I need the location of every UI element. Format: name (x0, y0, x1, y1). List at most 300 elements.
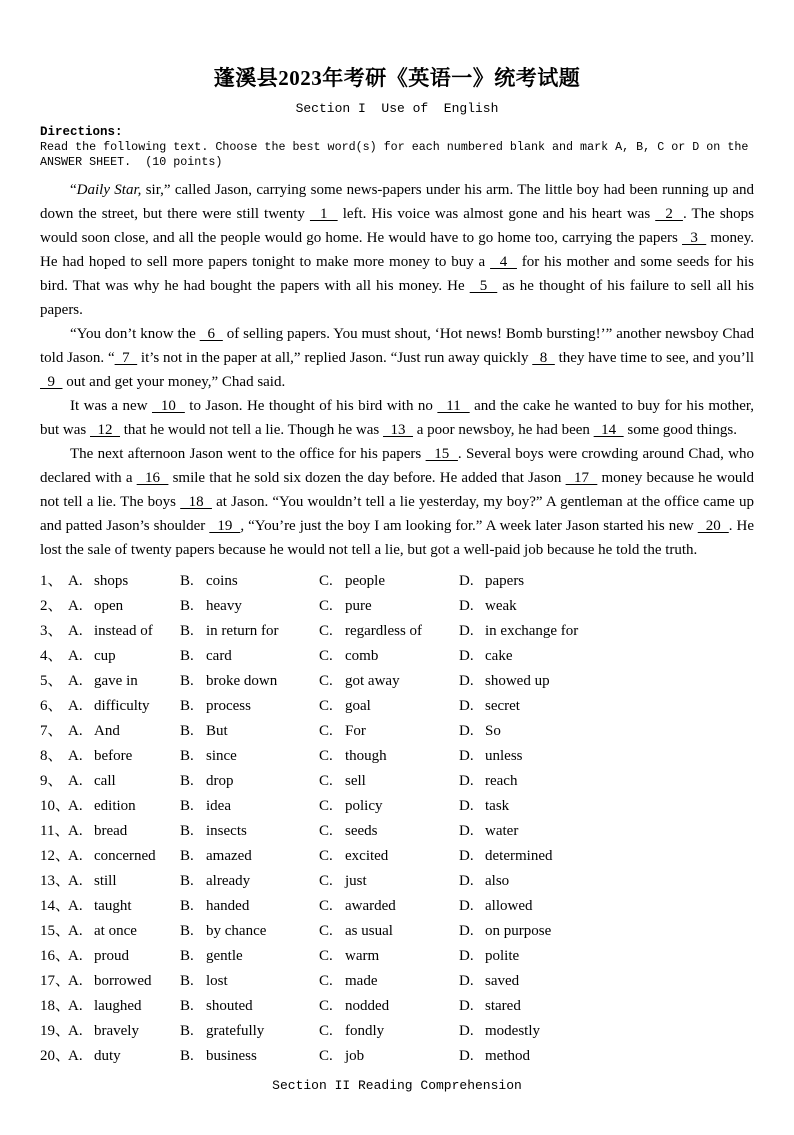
question-row (40, 944, 754, 969)
option-letter: B. (180, 748, 194, 764)
option-letter: D. (459, 823, 474, 839)
option-C (319, 944, 459, 969)
option-text: heavy (206, 598, 242, 614)
option-letter: C. (319, 873, 333, 889)
blank-7: 7 (114, 350, 138, 366)
blank-2: 2 (655, 206, 683, 222)
question-row (40, 644, 754, 669)
option-text: For (345, 723, 366, 739)
option-text: gratefully (206, 1023, 265, 1039)
option-text: sell (345, 773, 366, 789)
option-D (459, 994, 754, 1019)
blank-1: 1 (309, 206, 338, 222)
question-row (40, 969, 754, 994)
option-letter: D. (459, 748, 474, 764)
question-number: 14、 (40, 898, 71, 914)
option-letter: B. (180, 848, 194, 864)
option-A (68, 719, 180, 744)
question-number: 8、 (40, 748, 63, 764)
option-D (459, 594, 754, 619)
option-text: goal (345, 698, 371, 714)
blank-9: 9 (40, 374, 63, 390)
option-letter: B. (180, 823, 194, 839)
option-text: idea (206, 798, 231, 814)
option-text: drop (206, 773, 234, 789)
option-D (459, 944, 754, 969)
option-text: proud (94, 948, 129, 964)
option-text: made (345, 973, 378, 989)
blank-4: 4 (490, 254, 517, 270)
directions-text: Read the following text. Choose the best word(s) for each numbered blank and mark A, B, C or D on the ANSWER SHEET. (10 points) (40, 140, 756, 169)
option-letter: D. (459, 598, 474, 614)
option-text: borrowed (94, 973, 152, 989)
option-letter: B. (180, 923, 194, 939)
option-C (319, 894, 459, 919)
question-row (40, 719, 754, 744)
blank-6: 6 (199, 326, 223, 342)
option-letter: C. (319, 848, 333, 864)
question-number: 11、 (40, 823, 70, 839)
option-B (180, 644, 319, 669)
option-text: unless (485, 748, 523, 764)
option-text: policy (345, 798, 383, 814)
option-letter: A. (68, 623, 83, 639)
option-text: shops (94, 573, 129, 589)
option-letter: C. (319, 623, 333, 639)
option-letter: D. (459, 998, 474, 1014)
section-2-heading: Section II Reading Comprehension (272, 1078, 522, 1093)
option-C (319, 969, 459, 994)
option-B (180, 819, 319, 844)
option-letter: D. (459, 1023, 474, 1039)
question-number: 15、 (40, 923, 71, 939)
option-letter: A. (68, 598, 83, 614)
question-number: 19、 (40, 1023, 71, 1039)
passage-paragraph: The next afternoon Jason went to the office for his papers 15 . Several boys were crowding around Chad, who declared with a 16 smile that he sold six dozen the day before. He added that Jason 17 money because he would not tell a lie. The boys 18 at Jason. “You wouldn’t tell a lie yesterday, my boy?” A gentleman at the office came up and patted Jason’s shoulder 19 , “You’re just the boy I am looking for.” A week later Jason started his new 20 . He lost the sale of twenty papers because he would not tell a lie, but got a well-paid job because he told the truth. (40, 446, 755, 558)
question-number: 18、 (40, 998, 71, 1014)
option-text: edition (94, 798, 136, 814)
option-D (459, 869, 754, 894)
option-C (319, 819, 459, 844)
option-text: since (206, 748, 237, 764)
question-number: 20、 (40, 1048, 71, 1064)
option-text: pure (345, 598, 372, 614)
option-A (68, 844, 180, 869)
option-letter: C. (319, 948, 333, 964)
option-text: process (206, 698, 251, 714)
option-text: business (206, 1048, 257, 1064)
option-letter: A. (68, 698, 83, 714)
passage-paragraph: It was a new 10 to Jason. He thought of his bird with no 11 and the cake he wanted to buy for his mother, but was 12 that he would not tell a lie. Though he was 13 a poor newsboy, he had been 14 some good things. (40, 398, 755, 438)
option-B (180, 744, 319, 769)
option-letter: B. (180, 798, 194, 814)
question-row (40, 794, 754, 819)
option-B (180, 669, 319, 694)
option-A (68, 919, 180, 944)
option-letter: B. (180, 698, 194, 714)
option-letter: B. (180, 1023, 194, 1039)
option-D (459, 619, 754, 644)
option-text: papers (485, 573, 525, 589)
blank-3: 3 (682, 230, 707, 246)
option-letter: A. (68, 748, 83, 764)
option-A (68, 819, 180, 844)
option-text: And (94, 723, 120, 739)
blank-5: 5 (469, 278, 498, 294)
option-letter: D. (459, 1048, 474, 1064)
option-C (319, 869, 459, 894)
option-letter: D. (459, 648, 474, 664)
option-A (68, 769, 180, 794)
option-D (459, 919, 754, 944)
option-A (68, 669, 180, 694)
option-A (68, 869, 180, 894)
option-letter: D. (459, 698, 474, 714)
option-text: cup (94, 648, 116, 664)
question-number: 4、 (40, 648, 63, 664)
blank-13: 13 (383, 422, 414, 438)
option-letter: C. (319, 598, 333, 614)
option-B (180, 1019, 319, 1044)
option-text: So (485, 723, 501, 739)
option-text: excited (345, 848, 389, 864)
option-letter: C. (319, 723, 333, 739)
option-text: nodded (345, 998, 390, 1014)
option-text: allowed (485, 898, 533, 914)
option-text: modestly (485, 1023, 540, 1039)
option-A (68, 894, 180, 919)
option-D (459, 694, 754, 719)
option-D (459, 1044, 754, 1069)
option-letter: C. (319, 1023, 333, 1039)
option-letter: C. (319, 923, 333, 939)
blank-11: 11 (437, 398, 470, 414)
option-text: instead of (94, 623, 153, 639)
option-text: amazed (206, 848, 252, 864)
passage-paragraph: “Daily Star, sir,” called Jason, carrying some news-papers under his arm. The little boy had been running up and down the street, but there were still twenty 1 left. His voice was almost gone and his heart was 2 . The shops would soon close, and all the people would go home. He would have to go home too, carrying the papers 3 money. He had hoped to sell more papers tonight to make more money to buy a 4 for his mother and some seeds for his bird. That was why he had bought the papers with all his money. He 5 as he thought of his failure to sell all his papers. (40, 182, 755, 318)
question-number: 13、 (40, 873, 71, 889)
option-B (180, 969, 319, 994)
option-text: showed up (485, 673, 550, 689)
blank-10: 10 (151, 398, 185, 414)
option-text: water (485, 823, 519, 839)
option-letter: A. (68, 648, 83, 664)
option-text: already (206, 873, 251, 889)
option-B (180, 944, 319, 969)
option-text: fondly (345, 1023, 385, 1039)
passage-paragraph: “You don’t know the 6 of selling papers. You must shout, ‘Hot news! Bomb bursting!’” another newsboy Chad told Jason. “ 7 it’s not in the paper at all,” replied Jason. “Just run away quickly 8 they have time to see, and you’ll 9 out and get your money,” Chad said. (40, 326, 755, 390)
option-D (459, 644, 754, 669)
option-letter: A. (68, 973, 83, 989)
option-text: stared (485, 998, 521, 1014)
blank-18: 18 (180, 494, 212, 510)
option-letter: D. (459, 848, 474, 864)
option-letter: D. (459, 673, 474, 689)
option-letter: D. (459, 623, 474, 639)
option-letter: D. (459, 723, 474, 739)
blank-12: 12 (90, 422, 120, 438)
option-text: also (485, 873, 510, 889)
option-text: card (206, 648, 232, 664)
option-text: insects (206, 823, 247, 839)
option-B (180, 894, 319, 919)
option-letter: C. (319, 748, 333, 764)
question-list (40, 569, 754, 1069)
question-row (40, 819, 754, 844)
option-D (459, 969, 754, 994)
option-text: difficulty (94, 698, 150, 714)
option-B (180, 719, 319, 744)
option-C (319, 1044, 459, 1069)
question-row (40, 669, 754, 694)
option-letter: C. (319, 698, 333, 714)
option-text: on purpose (485, 923, 552, 939)
question-number: 12、 (40, 848, 71, 864)
option-B (180, 994, 319, 1019)
option-text: cake (485, 648, 513, 664)
option-letter: B. (180, 948, 194, 964)
option-B (180, 594, 319, 619)
option-letter: C. (319, 648, 333, 664)
option-C (319, 719, 459, 744)
option-text: secret (485, 698, 520, 714)
question-number: 10、 (40, 798, 71, 814)
option-A (68, 594, 180, 619)
option-C (319, 994, 459, 1019)
question-number: 16、 (40, 948, 71, 964)
option-D (459, 769, 754, 794)
option-letter: B. (180, 998, 194, 1014)
option-text: gave in (94, 673, 138, 689)
italic-text: Daily Star, (76, 182, 142, 198)
option-letter: C. (319, 973, 333, 989)
question-number: 2、 (40, 598, 63, 614)
option-letter: C. (319, 798, 333, 814)
option-letter: D. (459, 948, 474, 964)
question-number: 17、 (40, 973, 71, 989)
question-row (40, 869, 754, 894)
section-1-heading: Section I Use of English (295, 101, 499, 116)
option-letter: B. (180, 573, 194, 589)
passage (40, 178, 754, 562)
option-B (180, 1044, 319, 1069)
question-number: 5、 (40, 673, 63, 689)
option-A (68, 1019, 180, 1044)
option-B (180, 869, 319, 894)
option-C (319, 1019, 459, 1044)
question-row (40, 769, 754, 794)
option-text: in return for (206, 623, 279, 639)
option-letter: A. (68, 573, 83, 589)
blank-19: 19 (209, 518, 241, 534)
option-C (319, 669, 459, 694)
option-D (459, 894, 754, 919)
option-text: task (485, 798, 510, 814)
option-letter: B. (180, 898, 194, 914)
question-row (40, 744, 754, 769)
question-row (40, 844, 754, 869)
option-letter: D. (459, 573, 474, 589)
option-text: open (94, 598, 124, 614)
option-text: seeds (345, 823, 378, 839)
option-text: bread (94, 823, 128, 839)
option-text: taught (94, 898, 132, 914)
option-A (68, 994, 180, 1019)
option-A (68, 619, 180, 644)
option-letter: A. (68, 1023, 83, 1039)
option-B (180, 919, 319, 944)
option-letter: A. (68, 873, 83, 889)
option-letter: A. (68, 898, 83, 914)
question-row (40, 894, 754, 919)
question-row (40, 1044, 754, 1069)
question-row (40, 994, 754, 1019)
option-C (319, 569, 459, 594)
option-text: got away (345, 673, 400, 689)
option-text: just (345, 873, 367, 889)
option-D (459, 719, 754, 744)
option-B (180, 794, 319, 819)
option-letter: D. (459, 923, 474, 939)
option-text: polite (485, 948, 520, 964)
option-text: call (94, 773, 116, 789)
option-text: concerned (94, 848, 156, 864)
option-B (180, 694, 319, 719)
option-letter: C. (319, 673, 333, 689)
option-letter: A. (68, 948, 83, 964)
option-letter: A. (68, 923, 83, 939)
option-D (459, 794, 754, 819)
option-D (459, 819, 754, 844)
option-text: laughed (94, 998, 142, 1014)
option-A (68, 1044, 180, 1069)
option-D (459, 744, 754, 769)
option-D (459, 669, 754, 694)
option-D (459, 844, 754, 869)
option-A (68, 944, 180, 969)
option-letter: A. (68, 673, 83, 689)
question-row (40, 569, 754, 594)
option-letter: B. (180, 723, 194, 739)
question-number: 6、 (40, 698, 63, 714)
option-letter: C. (319, 773, 333, 789)
blank-16: 16 (136, 470, 169, 486)
option-C (319, 644, 459, 669)
option-B (180, 769, 319, 794)
option-letter: A. (68, 773, 83, 789)
option-letter: D. (459, 798, 474, 814)
option-letter: A. (68, 998, 83, 1014)
option-text: coins (206, 573, 238, 589)
option-A (68, 969, 180, 994)
option-text: broke down (206, 673, 278, 689)
option-letter: A. (68, 1048, 83, 1064)
option-text: bravely (94, 1023, 139, 1039)
question-row (40, 594, 754, 619)
option-letter: B. (180, 1048, 194, 1064)
option-letter: B. (180, 773, 194, 789)
option-text: though (345, 748, 387, 764)
option-letter: C. (319, 573, 333, 589)
option-C (319, 619, 459, 644)
option-A (68, 644, 180, 669)
option-text: still (94, 873, 117, 889)
blank-17: 17 (565, 470, 598, 486)
option-C (319, 844, 459, 869)
option-text: gentle (206, 948, 243, 964)
blank-20: 20 (697, 518, 729, 534)
option-C (319, 769, 459, 794)
option-letter: D. (459, 973, 474, 989)
option-text: at once (94, 923, 137, 939)
option-text: weak (485, 598, 517, 614)
option-letter: A. (68, 798, 83, 814)
option-letter: B. (180, 648, 194, 664)
question-row (40, 619, 754, 644)
option-B (180, 844, 319, 869)
option-C (319, 694, 459, 719)
question-row (40, 694, 754, 719)
option-letter: C. (319, 898, 333, 914)
question-number: 1、 (40, 573, 63, 589)
option-A (68, 569, 180, 594)
option-text: job (345, 1048, 365, 1064)
option-text: comb (345, 648, 379, 664)
option-text: But (206, 723, 228, 739)
option-text: in exchange for (485, 623, 579, 639)
option-letter: A. (68, 848, 83, 864)
blank-15: 15 (425, 446, 458, 462)
option-text: by chance (206, 923, 267, 939)
option-C (319, 594, 459, 619)
option-C (319, 744, 459, 769)
option-letter: D. (459, 873, 474, 889)
option-A (68, 744, 180, 769)
option-text: people (345, 573, 385, 589)
option-D (459, 569, 754, 594)
question-number: 3、 (40, 623, 63, 639)
question-row (40, 919, 754, 944)
option-letter: A. (68, 823, 83, 839)
option-letter: D. (459, 773, 474, 789)
option-C (319, 794, 459, 819)
option-B (180, 569, 319, 594)
option-D (459, 1019, 754, 1044)
option-letter: D. (459, 898, 474, 914)
option-text: as usual (345, 923, 393, 939)
option-B (180, 619, 319, 644)
option-letter: C. (319, 823, 333, 839)
directions-label: Directions: (40, 125, 123, 139)
option-text: warm (345, 948, 380, 964)
option-letter: A. (68, 723, 83, 739)
question-row (40, 1019, 754, 1044)
option-letter: B. (180, 873, 194, 889)
option-letter: B. (180, 673, 194, 689)
option-text: saved (485, 973, 520, 989)
option-letter: B. (180, 973, 194, 989)
page-title: 蓬溪县2023年考研《英语一》统考试题 (213, 66, 581, 90)
blank-8: 8 (532, 350, 555, 366)
option-text: handed (206, 898, 250, 914)
option-text: reach (485, 773, 518, 789)
question-number: 9、 (40, 773, 63, 789)
option-text: lost (206, 973, 228, 989)
option-text: before (94, 748, 133, 764)
option-text: method (485, 1048, 530, 1064)
option-A (68, 694, 180, 719)
question-number: 7、 (40, 723, 63, 739)
